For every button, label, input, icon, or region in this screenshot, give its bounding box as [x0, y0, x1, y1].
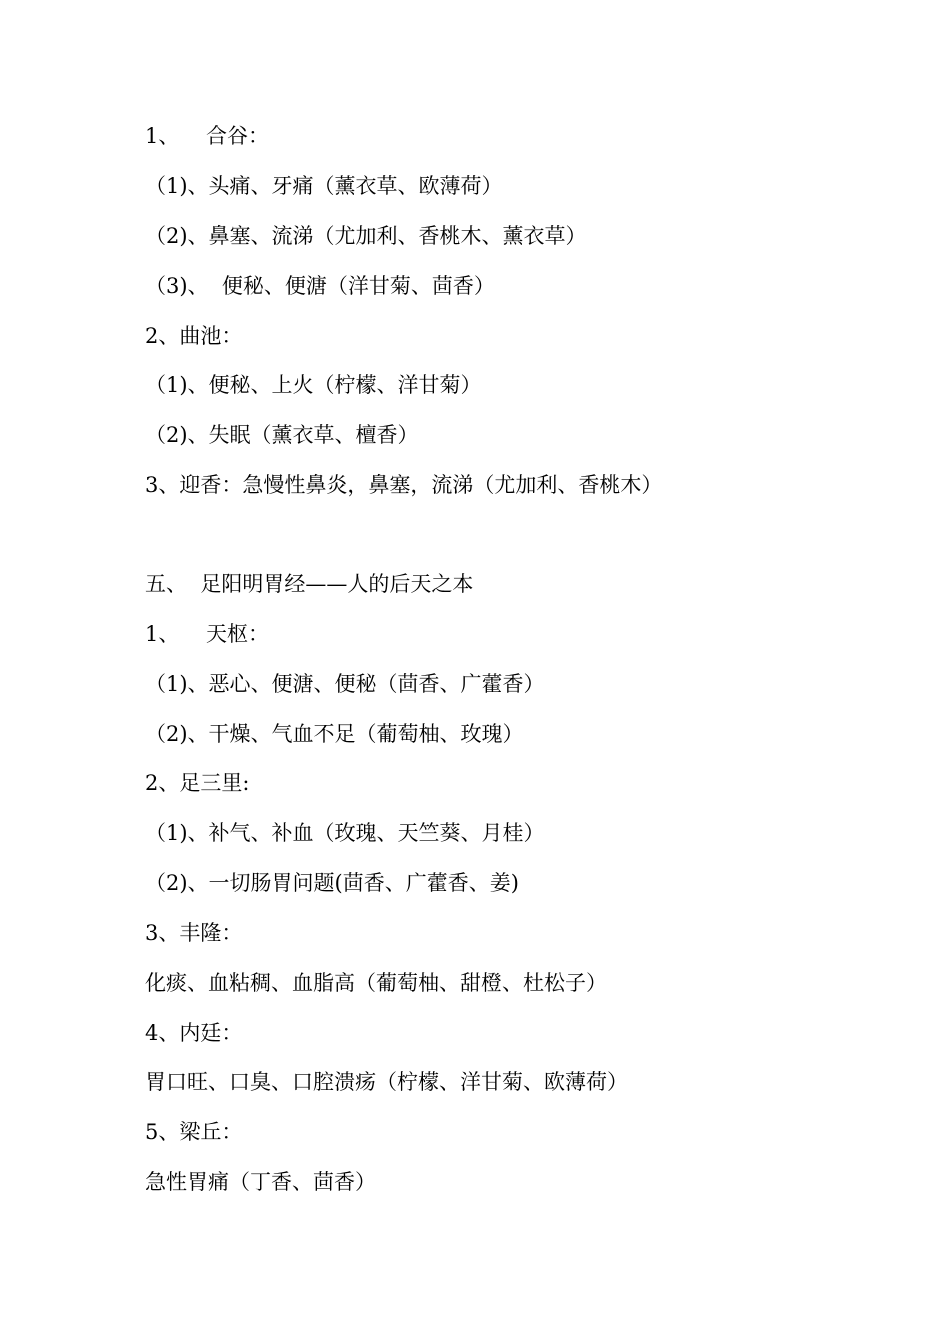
sub-item: （1)、便秘、上火（柠檬、洋甘菊）	[145, 373, 482, 397]
item-description: 急性胃痛（丁香、茴香）	[145, 1170, 376, 1194]
sub-item: （2)、失眠（薰衣草、檀香）	[145, 423, 419, 447]
sub-item: （1)、恶心、便溏、便秘（茴香、广藿香）	[145, 672, 545, 696]
section-item-heading: 3、迎香：急慢性鼻炎，鼻塞，流涕（尤加利、香桃木）	[145, 473, 663, 497]
section-item-heading: 1、 合谷：	[145, 124, 270, 148]
item-description: 胃口旺、口臭、口腔溃疡（柠檬、洋甘菊、欧薄荷）	[145, 1070, 628, 1094]
sub-item: （2)、干燥、气血不足（葡萄柚、玫瑰）	[145, 722, 524, 746]
section-item-heading: 1、 天枢：	[145, 622, 270, 646]
section-item-heading: 2、足三里:	[145, 771, 250, 795]
section-item-heading: 3、丰隆：	[145, 921, 243, 945]
sub-item: （1)、补气、补血（玫瑰、天竺葵、月桂）	[145, 821, 545, 845]
sub-item: （3)、 便秘、便溏（洋甘菊、茴香）	[145, 274, 495, 298]
section-item-heading: 4、内廷：	[145, 1021, 243, 1045]
chapter-heading: 五、 足阳明胃经——人的后天之本	[145, 572, 474, 596]
sub-item: （2)、鼻塞、流涕（尤加利、香桃木、薰衣草）	[145, 224, 587, 248]
section-item-heading: 2、曲池：	[145, 324, 243, 348]
sub-item: （2)、一切肠胃问题(茴香、广藿香、姜)	[145, 871, 519, 895]
item-description: 化痰、血粘稠、血脂高（葡萄柚、甜橙、杜松子）	[145, 971, 607, 995]
section-item-heading: 5、梁丘：	[145, 1120, 243, 1144]
sub-item: （1)、头痛、牙痛（薰衣草、欧薄荷）	[145, 174, 503, 198]
